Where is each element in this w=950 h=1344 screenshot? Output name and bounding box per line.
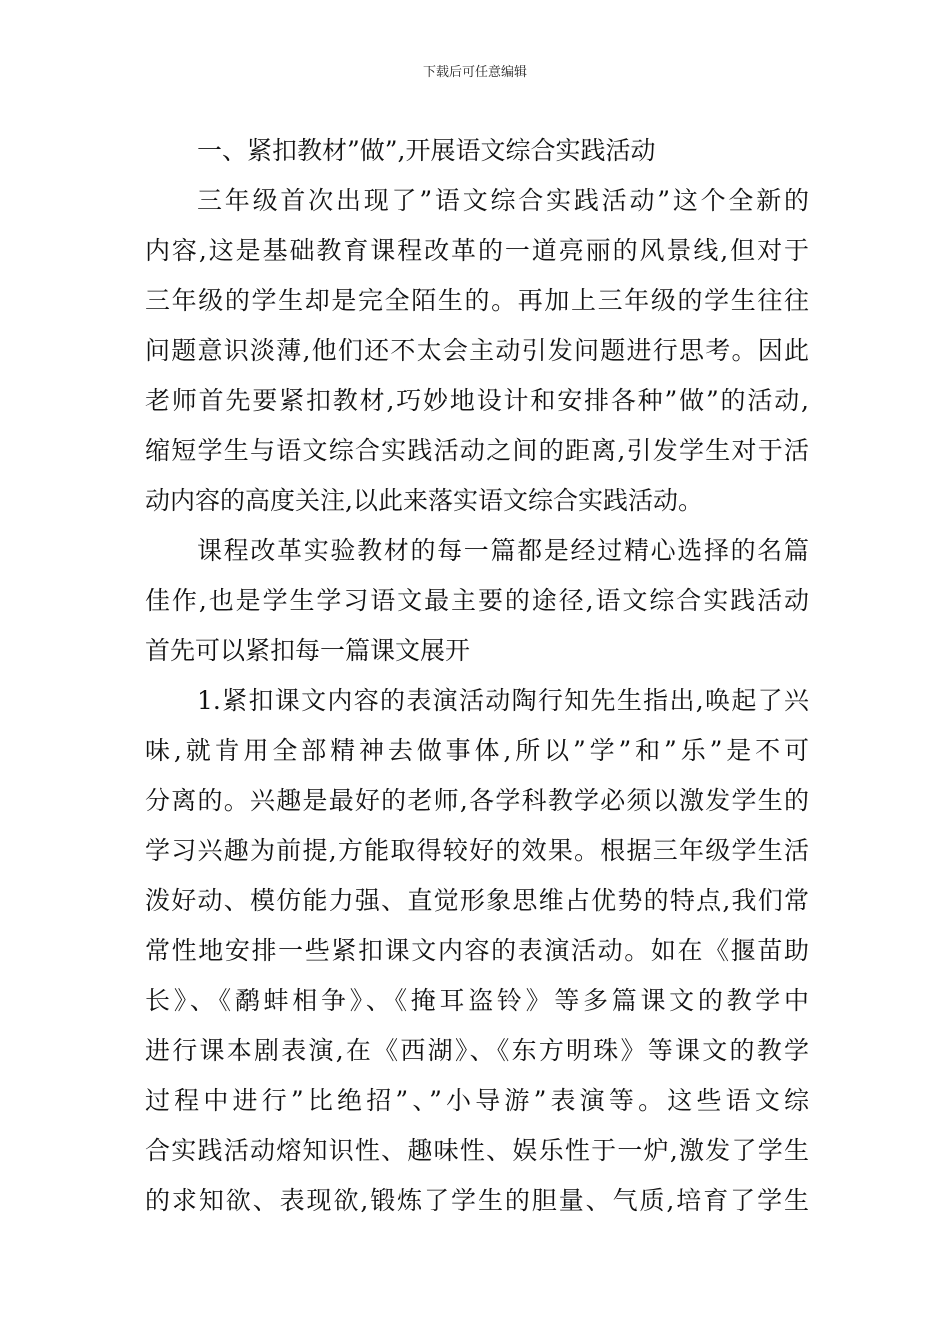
text-line: 常性地安排一些紧扣课文内容的表演活动。如在《揠苗助 xyxy=(145,936,809,965)
text-line: 泼好动、模仿能力强、直觉形象思维占优势的特点,我们常 xyxy=(145,886,809,915)
text-line: 三年级的学生却是完全陌生的。再加上三年级的学生往往 xyxy=(145,286,809,315)
text-line: 缩短学生与语文综合实践活动之间的距离,引发学生对于活 xyxy=(145,436,809,465)
text-line: 学习兴趣为前提,方能取得较好的效果。根据三年级学生活 xyxy=(145,836,809,865)
text-line: 首先可以紧扣每一篇课文展开 xyxy=(145,636,471,665)
text-line: 进行课本剧表演,在《西湖》、《东方明珠》等课文的教学 xyxy=(145,1036,809,1065)
text-line: 的求知欲、表现欲,锻炼了学生的胆量、气质,培育了学生 xyxy=(145,1186,809,1215)
section-heading: 一、紧扣教材”做”,开展语文综合实践活动 xyxy=(197,136,656,165)
text-line: 课程改革实验教材的每一篇都是经过精心选择的名篇 xyxy=(197,536,809,565)
text-line: 合实践活动熔知识性、趣味性、娱乐性于一炉,激发了学生 xyxy=(145,1136,809,1165)
page-header: 下载后可任意编辑 xyxy=(422,65,527,80)
text-line: 动内容的高度关注,以此来落实语文综合实践活动。 xyxy=(145,486,703,515)
text-line: 问题意识淡薄,他们还不太会主动引发问题进行思考。因此 xyxy=(145,336,809,365)
text-line: 佳作,也是学生学习语文最主要的途径,语文综合实践活动 xyxy=(145,586,809,615)
text-line: 味,就肯用全部精神去做事体,所以”学”和”乐”是不可 xyxy=(145,736,809,765)
text-line: 内容,这是基础教育课程改革的一道亮丽的风景线,但对于 xyxy=(145,236,809,265)
document-body xyxy=(145,126,809,1226)
text-line: 分离的。兴趣是最好的老师,各学科教学必须以激发学生的 xyxy=(145,786,809,815)
text-line: 过程中进行”比绝招”、”小导游”表演等。这些语文综 xyxy=(145,1086,809,1115)
text-line: 三年级首次出现了”语文综合实践活动”这个全新的 xyxy=(197,186,809,215)
text-line: 老师首先要紧扣教材,巧妙地设计和安排各种”做”的活动, xyxy=(145,386,809,415)
text-line: 长》、《鹬蚌相争》、《掩耳盗铃》等多篇课文的教学中 xyxy=(145,986,809,1015)
text-line: 1.紧扣课文内容的表演活动陶行知先生指出,唤起了兴 xyxy=(197,686,809,715)
